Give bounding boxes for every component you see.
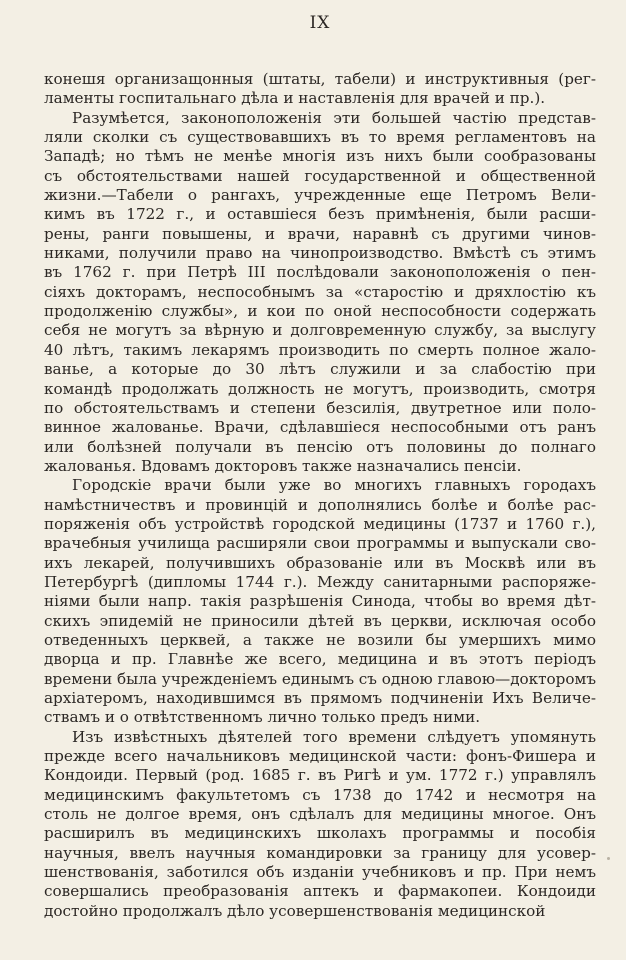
text-line: Изъ извѣстныхъ дѣятелей того времени слѣдуетъ упомянуть [72,727,596,746]
text-line: въ 1762 г. при Петрѣ III послѣдовали законоположенiя о пен- [44,263,596,282]
paragraph [44,476,596,727]
text-line: себя не могутъ за вѣрную и долговременную службу, за выслугу [44,321,596,340]
page-number: IX [309,13,331,33]
paragraph [44,70,596,109]
text-line: конешя организащонныя (штаты, табели) и инструктивныя (рег- [44,70,596,88]
text-line: по обстоятельствамъ и степени безсилiя, двутретное или поло- [44,398,596,417]
text-line: поряженiя объ устройствѣ городской медицины (1737 и 1760 г.), [44,514,596,533]
text-line: отведенныхъ церквей, а также не возили бы умершихъ мимо [44,630,596,649]
text-line: ляли сколки съ существовавшихъ въ то время регламентовъ на [44,128,596,147]
text-line: винное жалованье. Врачи, сдѣлавшiеся неспособными отъ ранъ [44,418,596,437]
text-line: ихъ лекарей, получившихъ образованiе или въ Москвѣ или въ [44,553,596,572]
text-line: времени была учрежденiемъ единымъ съ одною главою—докторомъ [44,669,596,688]
paper-speck [607,857,610,860]
text-line: никами, получили право на чинопроизводство. Вмѣстѣ съ этимъ [44,244,596,263]
text-line: съ обстоятельствами нашей государственной и общественной [44,166,596,185]
text-line: продолженiю службы», и кои по оной неспособности содержать [44,302,596,321]
text-line: Городскiе врачи были уже во многихъ главныхъ городахъ [72,476,596,495]
text-line: скихъ эпидемiй не приносили дѣтей въ церкви, исключая особо [44,611,596,630]
text-line: или болѣзней получали въ пенсiю отъ половины до полнаго [44,437,596,456]
text-line: шенствованiя, заботился объ изданiи учебниковъ и пр. При немъ [44,863,596,882]
text-line: прежде всего начальниковъ медицинской части: фонъ-Фишера и [44,747,596,766]
text-line: рены, ранги повышены, и врачи, наравнѣ съ другими чинов- [44,224,596,243]
text-line: Западѣ; но тѣмъ не менѣе многiя изъ нихъ были сообразованы [44,147,596,166]
page-body [44,70,596,921]
text-line: ванье, а которые до 30 лѣтъ служили и за слабостiю при [44,360,596,379]
text-line: врачебныя училища расширяли свои программы и выпускали сво- [44,534,596,553]
text-line: командѣ продолжать должность не могутъ, производить, смотря [44,379,596,398]
text-line: жизни.—Табели о рангахъ, учрежденные еще Петромъ Вели- [44,186,596,205]
text-line: Разумѣется, законоположенiя эти большей частiю представ- [72,108,596,127]
text-line: Кондоиди. Первый (род. 1685 г. въ Ригѣ и ум. 1772 г.) управлялъ [44,766,596,785]
text-line: достойно продолжалъ дѣло усовершенствованiя медицинской [44,901,546,920]
text-line: намѣстничествъ и провинцiй и дополнялись болѣе и болѣе рас- [44,495,596,514]
text-line: архiатеромъ, находившимся въ прямомъ подчиненiи Ихъ Величе- [44,689,596,707]
text-line: 40 лѣтъ, такимъ лекарямъ производить по смерть полное жало- [44,340,596,359]
text-line: нiями были напр. такiя разрѣшенiя Синода, чтобы во время дѣт- [44,592,596,611]
text-line: дворца и пр. Главнѣе же всего, медицина и въ этотъ перiодъ [44,650,596,669]
text-line: ламенты госпитальнаго дѣла и наставленiя для врачей и пр.). [44,89,546,108]
paragraph [44,109,596,477]
text-line: жалованья. Вдовамъ докторовъ также назначались пенсiи. [44,456,522,475]
paragraph [44,728,596,921]
text-line: кимъ въ 1722 г., и оставшiеся безъ примѣненiя, были расши- [44,205,596,224]
text-line: сiяхъ докторамъ, неспособнымъ за «старостiю и дряхлостiю къ [44,282,596,301]
text-line: совершались преобразованiя аптекъ и фармакопеи. Кондоиди [44,882,596,901]
text-line: расширилъ въ медицинскихъ школахъ программы и пособiя [44,824,596,843]
text-line: Петербургѣ (дипломы 1744 г.). Между санитарными распоряже- [44,572,596,591]
text-line: столь не долгое время, онъ сдѣлалъ для медицины многое. Онъ [44,805,596,824]
text-line: медицинскимъ факультетомъ съ 1738 до 1742 и несмотря на [44,785,596,804]
text-line: ствамъ и о отвѣтственномъ лично только предъ ними. [44,708,481,727]
text-line: научныя, ввелъ научныя командировки за границу для усовер- [44,843,596,862]
